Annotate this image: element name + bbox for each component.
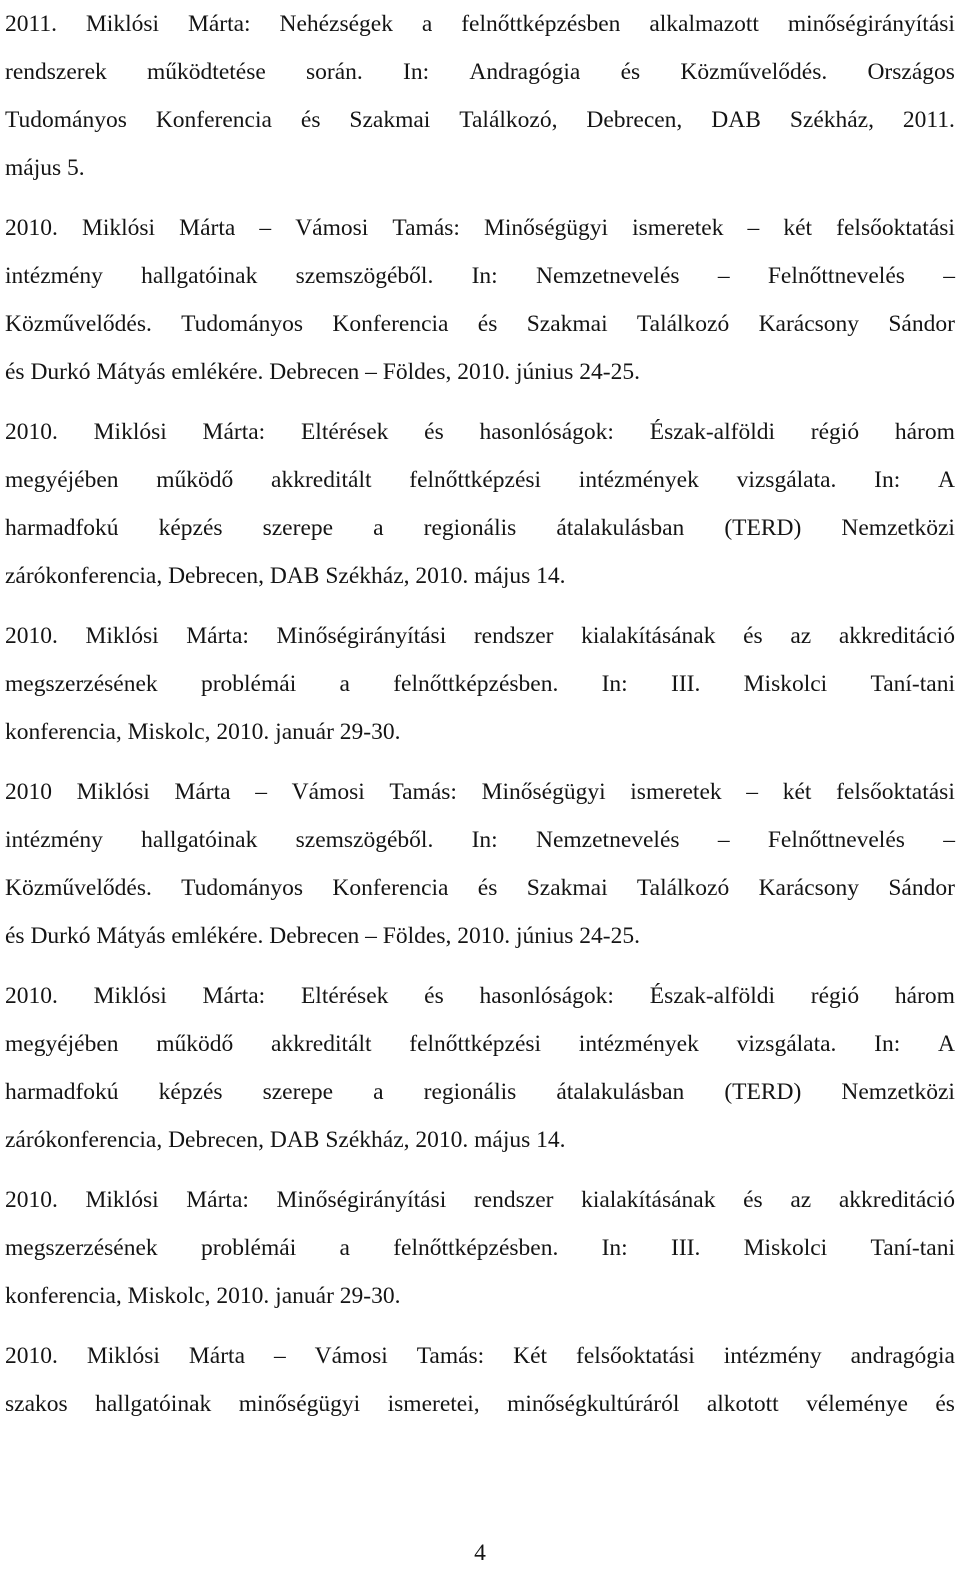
word: Felnőttnevelés	[767, 827, 905, 853]
word: és	[477, 875, 498, 901]
word: In:	[601, 671, 628, 697]
word: felnőttképzésben	[461, 11, 621, 37]
word: megszerzésének	[5, 671, 158, 697]
word: –	[747, 215, 760, 241]
word: megszerzésének	[5, 1235, 158, 1261]
word: rendszer	[473, 623, 554, 649]
word: akkreditált	[271, 1031, 372, 1057]
entry-line	[5, 1068, 955, 1116]
word: akkreditált	[271, 467, 372, 493]
word: Tamás:	[389, 779, 457, 805]
word: Székház,	[789, 107, 874, 133]
word: és	[300, 107, 321, 133]
entry-line: május 5.	[5, 155, 85, 181]
word: rendszer	[473, 1187, 554, 1213]
word: Márta:	[202, 983, 266, 1009]
word: képzés	[158, 1079, 223, 1105]
bibliography-entry	[5, 204, 955, 396]
word: felsőoktatási	[836, 215, 955, 241]
word: felnőttképzésben.	[393, 1235, 559, 1261]
word: hasonlóságok:	[479, 419, 614, 445]
word: intézmény	[723, 1343, 822, 1369]
entry-line: konferencia, Miskolc, 2010. január 29-30.	[5, 1283, 401, 1309]
word: hallgatóinak	[141, 827, 258, 853]
word: során.	[306, 59, 363, 85]
word: és	[743, 623, 763, 649]
word: Nemzetnevelés	[536, 827, 680, 853]
word: (TERD)	[724, 515, 802, 541]
bibliography-entry	[5, 408, 955, 600]
word: vizsgálata.	[736, 1031, 837, 1057]
word: és	[424, 983, 444, 1009]
bibliography-entry	[5, 612, 955, 756]
word: szemszögéből.	[295, 827, 434, 853]
entry-line: és Durkó Mátyás emlékére. Debrecen – Földes, 2010. június 24-25.	[5, 923, 641, 949]
entry-line	[5, 1224, 955, 1272]
word: szemszögéből.	[295, 263, 434, 289]
word: Vámosi	[314, 1343, 388, 1369]
word: 2010.	[5, 215, 58, 241]
word: intézmény	[5, 263, 103, 289]
entry-line	[5, 456, 955, 504]
word: minőségügyi	[238, 1391, 361, 1417]
entry-gap	[5, 1320, 955, 1332]
word: Márta:	[187, 11, 251, 37]
word: Miklósi	[85, 1187, 159, 1213]
word: és	[424, 419, 444, 445]
bibliography-entry	[5, 768, 955, 960]
word: Konferencia	[332, 875, 449, 901]
entry-line	[5, 1332, 955, 1380]
word: felnőttképzésben.	[393, 671, 559, 697]
word: a	[373, 515, 384, 541]
word: és	[743, 1187, 763, 1213]
word: régió	[810, 983, 860, 1009]
entry-line	[5, 48, 955, 96]
word: Karácsony	[758, 311, 860, 337]
word: –	[259, 215, 272, 241]
entry-line	[5, 1380, 955, 1428]
word: –	[255, 779, 267, 805]
word: Sándor	[888, 311, 955, 337]
word: In:	[471, 263, 498, 289]
entry-line	[5, 252, 955, 300]
word: Találkozó	[636, 875, 730, 901]
word: átalakulásban	[556, 515, 685, 541]
entry-line	[5, 660, 955, 708]
word: Miklósi	[81, 215, 156, 241]
word: Márta	[188, 1343, 246, 1369]
word: Taní-tani	[870, 671, 955, 697]
word: képzés	[158, 515, 223, 541]
word: Nehézségek	[279, 11, 393, 37]
word: Márta:	[186, 623, 249, 649]
word: hasonlóságok:	[479, 983, 614, 1009]
word: akkreditáció	[838, 623, 955, 649]
word: szerepe	[262, 1079, 334, 1105]
word: megyéjében	[5, 467, 119, 493]
word: III.	[671, 1235, 701, 1261]
word: Andragógia	[469, 59, 581, 85]
word: 2010	[5, 779, 52, 805]
word: A	[938, 1031, 955, 1057]
word: Országos	[867, 59, 955, 85]
word: III.	[671, 671, 701, 697]
word: –	[717, 827, 730, 853]
word: ismeretei,	[387, 1391, 480, 1417]
entry-line: és Durkó Mátyás emlékére. Debrecen – Földes, 2010. június 24-25.	[5, 359, 641, 385]
word: működtetése	[147, 59, 266, 85]
word: intézmények	[578, 1031, 699, 1057]
word: intézmény	[5, 827, 103, 853]
word: Tamás:	[392, 215, 460, 241]
word: alkalmazott	[649, 11, 759, 37]
word: hallgatóinak	[141, 263, 258, 289]
word: a	[373, 1079, 384, 1105]
word: –	[717, 263, 730, 289]
word: véleménye	[806, 1391, 908, 1417]
word: Tamás:	[416, 1343, 485, 1369]
word: felnőttképzési	[409, 1031, 542, 1057]
word: In:	[403, 59, 430, 85]
word: Észak-alföldi	[649, 419, 776, 445]
word: Konferencia	[155, 107, 272, 133]
page-number: 4	[474, 1540, 486, 1566]
word: Vámosi	[291, 779, 365, 805]
word: ismeretek	[630, 779, 722, 805]
word: Debrecen,	[586, 107, 683, 133]
entry-line	[5, 612, 955, 660]
word: Karácsony	[758, 875, 860, 901]
word: felnőttképzési	[409, 467, 542, 493]
word: és	[620, 59, 641, 85]
word: Márta:	[202, 419, 266, 445]
word: felsőoktatási	[576, 1343, 695, 1369]
word: –	[943, 827, 955, 853]
word: Szakmai	[349, 107, 431, 133]
word: 2011.	[5, 11, 58, 37]
word: három	[894, 419, 955, 445]
word: három	[894, 983, 955, 1009]
word: működő	[156, 467, 234, 493]
word: Közművelődés.	[5, 875, 152, 901]
word: vizsgálata.	[736, 467, 837, 493]
word: a	[339, 671, 350, 697]
word: problémái	[200, 1235, 297, 1261]
word: andragógia	[850, 1343, 955, 1369]
word: harmadfokú	[5, 1079, 119, 1105]
word: Eltérések	[300, 419, 389, 445]
word: Találkozó,	[459, 107, 558, 133]
word: Nemzetközi	[841, 1079, 955, 1105]
word: régió	[810, 419, 860, 445]
word: –	[746, 779, 759, 805]
word: In:	[874, 1031, 901, 1057]
word: Miklósi	[86, 1343, 160, 1369]
word: Közművelődés.	[5, 311, 152, 337]
word: intézmények	[578, 467, 699, 493]
bibliography-entry	[5, 0, 955, 192]
word: Márta	[174, 779, 231, 805]
word: Közművelődés.	[680, 59, 828, 85]
word: átalakulásban	[556, 1079, 685, 1105]
entry-line	[5, 0, 955, 48]
word: alkotott	[706, 1391, 779, 1417]
entry-line	[5, 768, 955, 816]
word: Szakmai	[526, 311, 608, 337]
bibliography-entry	[5, 1332, 955, 1428]
word: Miklósi	[76, 779, 150, 805]
word: Miklósi	[93, 983, 167, 1009]
word: az	[790, 623, 812, 649]
word: regionális	[423, 1079, 517, 1105]
word: az	[790, 1187, 812, 1213]
word: működő	[156, 1031, 234, 1057]
entry-gap	[5, 756, 955, 768]
word: megyéjében	[5, 1031, 119, 1057]
word: ismeretek	[632, 215, 724, 241]
word: és	[935, 1391, 955, 1417]
word: 2010.	[5, 1187, 58, 1213]
word: Miklósi	[93, 419, 167, 445]
word: és	[477, 311, 498, 337]
word: szerepe	[262, 515, 334, 541]
word: a	[421, 11, 433, 37]
word: 2010.	[5, 983, 58, 1009]
word: két	[783, 215, 813, 241]
word: Találkozó	[636, 311, 730, 337]
word: Minőségügyi	[484, 215, 609, 241]
word: 2011.	[902, 107, 955, 133]
word: Taní-tani	[870, 1235, 955, 1261]
word: Miskolci	[743, 1235, 828, 1261]
word: harmadfokú	[5, 515, 119, 541]
word: Vámosi	[295, 215, 369, 241]
word: akkreditáció	[838, 1187, 955, 1213]
entry-line	[5, 300, 955, 348]
word: Két	[513, 1343, 548, 1369]
document-body	[5, 0, 955, 1428]
word: (TERD)	[724, 1079, 802, 1105]
entry-line	[5, 408, 955, 456]
word: két	[782, 779, 812, 805]
entry-line	[5, 1020, 955, 1068]
word: problémái	[200, 671, 297, 697]
bibliography-entry	[5, 1176, 955, 1320]
word: Felnőttnevelés	[767, 263, 905, 289]
word: Észak-alföldi	[649, 983, 776, 1009]
word: Tudományos	[181, 875, 304, 901]
entry-gap	[5, 396, 955, 408]
word: Konferencia	[332, 311, 449, 337]
entry-line	[5, 504, 955, 552]
word: 2010.	[5, 419, 58, 445]
word: Szakmai	[526, 875, 608, 901]
word: minőségkultúráról	[507, 1391, 680, 1417]
entry-gap	[5, 600, 955, 612]
entry-line: konferencia, Miskolc, 2010. január 29-30.	[5, 719, 401, 745]
entry-line	[5, 972, 955, 1020]
word: DAB	[711, 107, 761, 133]
word: hallgatóinak	[95, 1391, 212, 1417]
word: In:	[601, 1235, 628, 1261]
word: A	[938, 467, 955, 493]
word: rendszerek	[5, 59, 107, 85]
word: Minőségügyi	[481, 779, 606, 805]
word: Tudományos	[181, 311, 304, 337]
word: –	[943, 263, 955, 289]
word: Miklósi	[85, 623, 159, 649]
word: Eltérések	[300, 983, 389, 1009]
bibliography-entry	[5, 972, 955, 1164]
word: In:	[471, 827, 498, 853]
entry-gap	[5, 192, 955, 204]
word: Márta:	[186, 1187, 249, 1213]
word: Nemzetközi	[841, 515, 955, 541]
word: Márta	[179, 215, 236, 241]
word: Miskolci	[743, 671, 828, 697]
entry-line	[5, 96, 955, 144]
entry-gap	[5, 960, 955, 972]
word: szakos	[5, 1391, 68, 1417]
entry-line: zárókonferencia, Debrecen, DAB Székház, 2010. május 14.	[5, 1127, 566, 1153]
word: felsőoktatási	[836, 779, 955, 805]
entry-gap	[5, 1164, 955, 1176]
entry-line: zárókonferencia, Debrecen, DAB Székház, 2010. május 14.	[5, 563, 566, 589]
word: –	[273, 1343, 286, 1369]
word: Minőségirányítási	[276, 1187, 447, 1213]
entry-line	[5, 204, 955, 252]
word: Tudományos	[5, 107, 127, 133]
word: kialakításának	[581, 623, 716, 649]
word: 2010.	[5, 1343, 58, 1369]
entry-line	[5, 1176, 955, 1224]
word: Nemzetnevelés	[536, 263, 680, 289]
word: 2010.	[5, 623, 58, 649]
word: In:	[874, 467, 901, 493]
word: Minőségirányítási	[276, 623, 447, 649]
word: kialakításának	[581, 1187, 716, 1213]
entry-line	[5, 864, 955, 912]
word: regionális	[423, 515, 517, 541]
word: Miklósi	[85, 11, 160, 37]
entry-line	[5, 816, 955, 864]
word: minőségirányítási	[787, 11, 955, 37]
word: Sándor	[888, 875, 955, 901]
word: a	[339, 1235, 350, 1261]
